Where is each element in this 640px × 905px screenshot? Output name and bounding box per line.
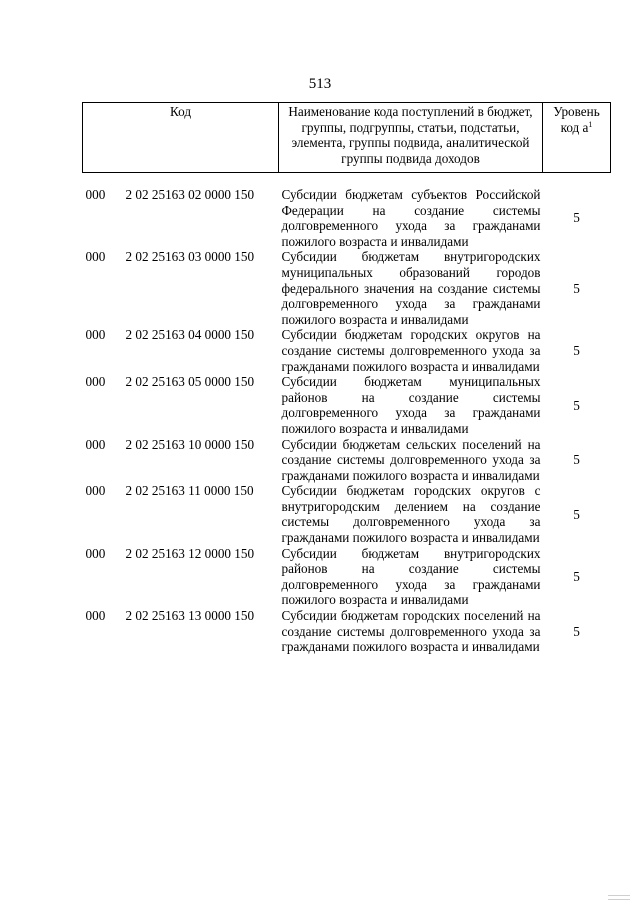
- table-row: [83, 374, 611, 436]
- revenue-code: 2 02 25163 11 0000 150: [125, 483, 254, 499]
- revenue-name: Субсидии бюджетам городских поселений на создание системы долговременного ухода за гражданами пожилого возраста и инвалидами: [281, 608, 541, 655]
- revenue-code: 2 02 25163 12 0000 150: [125, 545, 255, 561]
- revenue-name: Субсидии бюджетам внутригородских районов на создание системы долговременного ухода за гражданами пожилого возраста и инвалидами: [281, 545, 541, 608]
- table-row: [83, 187, 611, 249]
- scan-margin-mark: [608, 895, 630, 896]
- revenue-name: Субсидии бюджетам сельских поселений на создание системы долговременного ухода за гражданами пожилого возраста и инвалидами: [281, 436, 541, 483]
- header-level-footnote: 1: [588, 119, 593, 129]
- revenue-name: Субсидии бюджетам муниципальных районов на создание системы долговременного ухода за гражданами пожилого возраста и инвалидами: [281, 374, 541, 436]
- revenue-code: 2 02 25163 05 0000 150: [125, 374, 255, 390]
- code-cell: [83, 437, 279, 484]
- code-prefix: 000: [85, 608, 106, 624]
- code-prefix: 000: [85, 436, 106, 452]
- code-prefix: 000: [85, 327, 106, 343]
- header-code: Код: [83, 103, 279, 173]
- table-spacer: [83, 173, 611, 188]
- code-cell: [83, 483, 279, 545]
- code-prefix: 000: [85, 374, 106, 390]
- revenue-code-table: [82, 102, 611, 655]
- revenue-level: 5: [573, 397, 580, 413]
- header-level: [543, 103, 611, 173]
- code-cell: [83, 327, 279, 374]
- revenue-level: 5: [573, 623, 580, 639]
- page-number: 513: [308, 76, 332, 92]
- code-cell: [83, 249, 279, 327]
- revenue-level: 5: [573, 452, 580, 468]
- revenue-level: 5: [573, 210, 580, 226]
- revenue-name: Субсидии бюджетам внутригородских муниципальных образований городов федерального значения на создание системы долговременного ухода за гражданами пожилого возраста и инвалидами: [281, 249, 541, 327]
- code-cell: [83, 374, 279, 436]
- code-prefix: 000: [85, 187, 106, 202]
- revenue-code: 2 02 25163 03 0000 150: [125, 249, 255, 265]
- code-cell: [83, 546, 279, 608]
- table-row: [83, 483, 611, 545]
- revenue-name: Субсидии бюджетам городских округов на создание системы долговременного ухода за гражданами пожилого возраста и инвалидами: [281, 327, 541, 374]
- revenue-code: 2 02 25163 04 0000 150: [125, 327, 255, 343]
- table-row: [83, 608, 611, 655]
- revenue-name: Субсидии бюджетам субъектов Российской Федерации на создание системы долговременного ухода за гражданами пожилого возраста и инвалидами: [281, 187, 541, 249]
- code-prefix: 000: [85, 249, 106, 265]
- revenue-level: 5: [573, 280, 580, 296]
- table-row: [83, 327, 611, 374]
- revenue-level: 5: [573, 569, 580, 585]
- header-level-text: Уровень код а: [553, 104, 600, 135]
- scan-margin-mark: [608, 899, 630, 900]
- table-row: [83, 249, 611, 327]
- revenue-name: Субсидии бюджетам городских округов с внутригородским делением на создание системы долговременного ухода за гражданами пожилого возраста и инвалидами: [281, 483, 541, 546]
- revenue-level: 5: [573, 342, 580, 358]
- table-row: [83, 546, 611, 608]
- code-prefix: 000: [85, 483, 106, 499]
- header-name: Наименование кода поступлений в бюджет, группы, подгруппы, статьи, подстатьи, элемента, группы подвида, аналитической группы подвида доходов: [279, 103, 543, 173]
- code-cell: [83, 187, 279, 249]
- revenue-level: 5: [573, 506, 580, 522]
- table-row: [83, 437, 611, 484]
- table-header: [83, 103, 611, 173]
- revenue-code: 2 02 25163 10 0000 150: [125, 436, 255, 452]
- revenue-code: 2 02 25163 02 0000 150: [125, 187, 255, 202]
- code-prefix: 000: [85, 545, 106, 561]
- revenue-code: 2 02 25163 13 0000 150: [125, 608, 255, 624]
- code-cell: [83, 608, 279, 655]
